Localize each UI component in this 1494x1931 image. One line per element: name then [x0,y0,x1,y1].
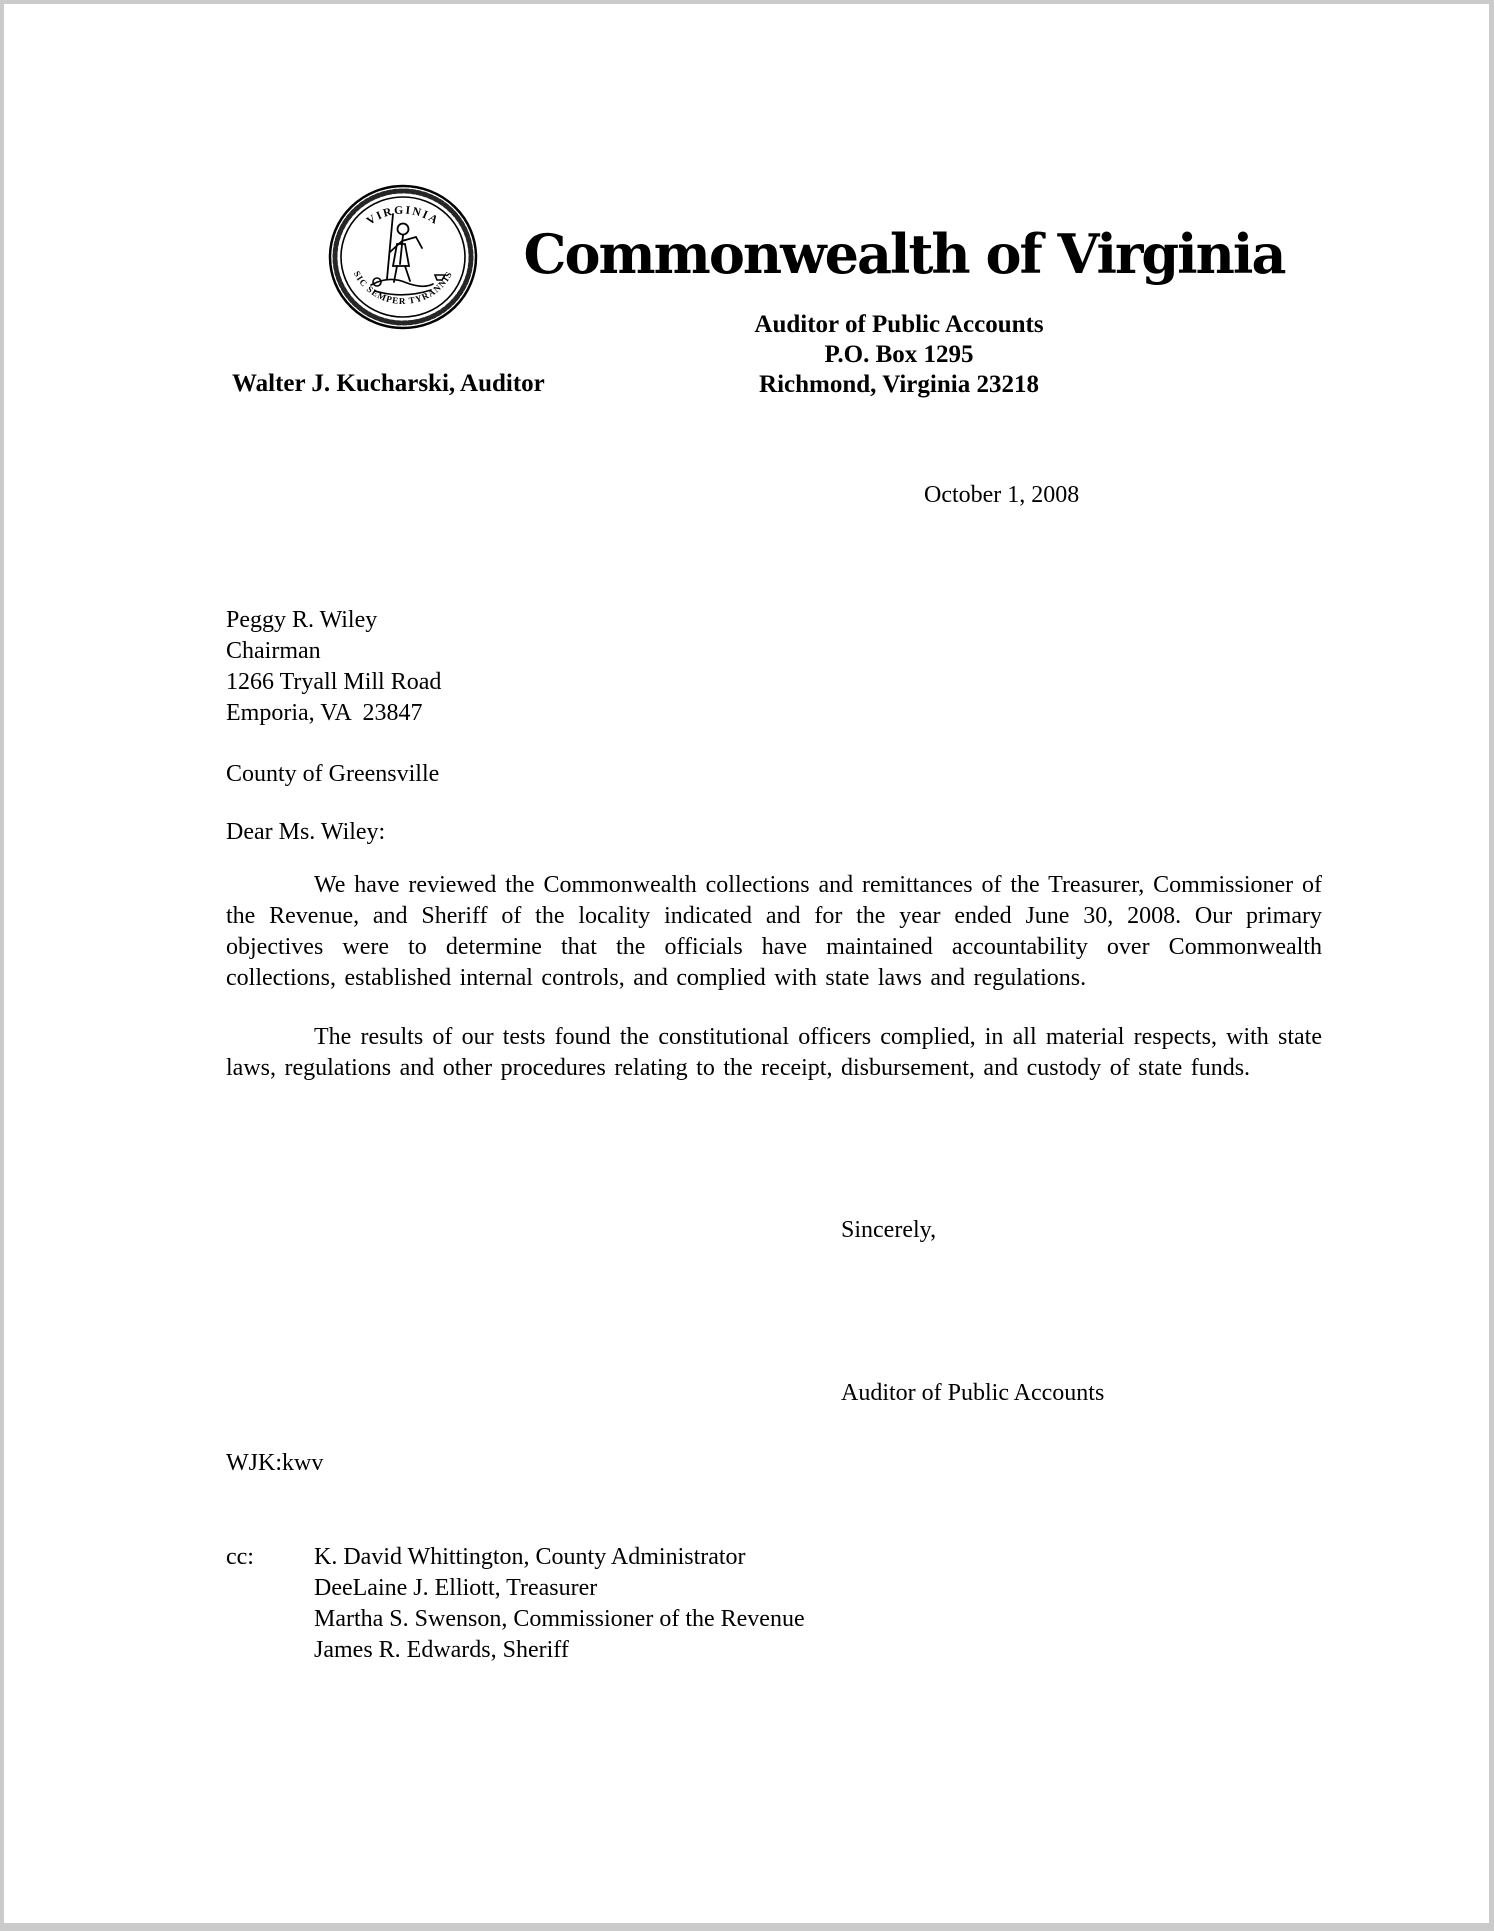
letterhead-city: Richmond, Virginia 23218 [759,371,1039,398]
cc-list [314,1542,805,1666]
auditor-name: Walter J. Kucharski, Auditor [232,370,545,397]
cc-item: James R. Edwards, Sheriff [314,1637,569,1663]
recipient-title: Chairman [226,638,321,664]
letterhead-address [589,310,1209,400]
letter-body [226,870,1322,1084]
cc-item: K. David Whittington, County Administrator [314,1544,746,1570]
paragraph-2: The results of our tests found the constitutional officers complied, in all material respects, with state laws, regulations and other procedures relating to the receipt, disbursement, and custody of state funds. [226,1024,1322,1081]
recipient-address-line2: Emporia, VA 23847 [226,700,423,726]
paragraph-1: We have reviewed the Commonwealth collections and remittances of the Treasurer, Commissioner of the Revenue, and Sheriff of the locality indicated and for the year ended June 30, 2008. Our primary objectives were to determine that the officials have maintained accountability over Commonwealth collections, established internal controls, and complied with state laws and regulations. [226,872,1322,991]
salutation: Dear Ms. Wiley: [226,819,386,845]
cc-item: Martha S. Swenson, Commissioner of the Revenue [314,1606,805,1632]
seal-top-text: VIRGINIA [364,204,442,228]
recipient-name: Peggy R. Wiley [226,607,378,633]
letterhead-office: Auditor of Public Accounts [754,311,1044,338]
letterhead-po-box: P.O. Box 1295 [824,341,974,368]
closing: Sincerely, [841,1217,937,1243]
recipient-address-line1: 1266 Tryall Mill Road [226,669,442,695]
letter-page [4,4,1489,1923]
letter-date: October 1, 2008 [924,482,1080,508]
cc-item: DeeLaine J. Elliott, Treasurer [314,1575,598,1601]
cc-label: cc: [226,1544,254,1570]
seal-bottom-text: SIC SEMPER TYRANNIS [351,269,455,307]
letterhead-title: Commonwealth of Virginia [523,222,1285,286]
virginia-seal-icon [327,182,479,332]
locality-line: County of Greensville [226,761,440,787]
recipient-block [226,605,441,729]
signature-title: Auditor of Public Accounts [841,1380,1105,1406]
reference-initials: WJK:kwv [226,1450,324,1476]
cc-block [226,1542,805,1666]
seal-virtus-figure [387,214,422,282]
